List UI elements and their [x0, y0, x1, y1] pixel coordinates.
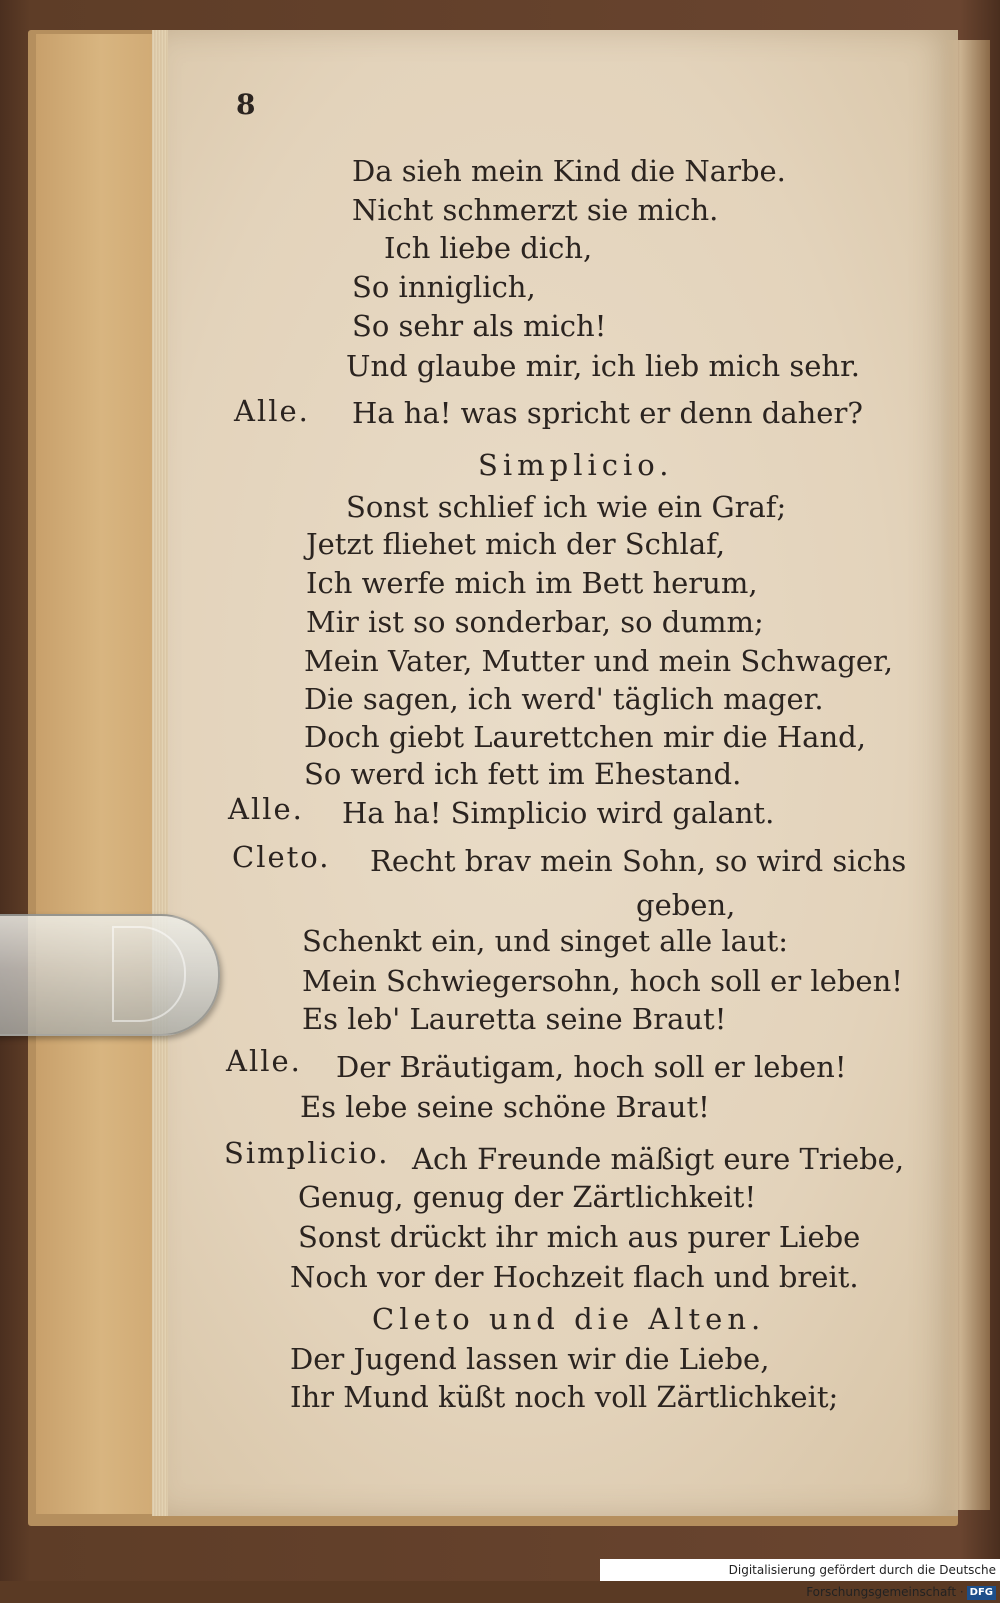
verse-line: Die sagen, ich werd' täglich mager.: [304, 682, 824, 716]
speaker-label: Alle.: [226, 1044, 302, 1078]
speaker-heading: Cleto und die Alten.: [372, 1302, 766, 1336]
verse-line: Recht brav mein Sohn, so wird sichs: [370, 844, 907, 878]
verse-line: Da sieh mein Kind die Narbe.: [352, 154, 786, 188]
speaker-label: Cleto.: [232, 840, 331, 874]
verse-line: Doch giebt Laurettchen mir die Hand,: [304, 720, 866, 754]
speaker-label: Alle.: [228, 792, 304, 826]
verse-line: Und glaube mir, ich lieb mich sehr.: [346, 349, 860, 383]
verse-line: Mein Vater, Mutter und mein Schwager,: [304, 644, 893, 678]
verse-line: Der Bräutigam, hoch soll er leben!: [336, 1050, 847, 1084]
verse-line: Ha ha! Simplicio wird galant.: [342, 796, 775, 830]
verse-line: Noch vor der Hochzeit flach und breit.: [290, 1260, 859, 1294]
page-number: 8: [236, 88, 256, 121]
verse-line: Der Jugend lassen wir die Liebe,: [290, 1342, 770, 1376]
verse-line: Ich liebe dich,: [384, 231, 593, 265]
verse-line: Nicht schmerzt sie mich.: [352, 193, 719, 227]
verse-line: So inniglich,: [352, 270, 536, 304]
glass-page-holder: [0, 914, 220, 1036]
speaker-label: Alle.: [234, 394, 310, 428]
dfg-logo: DFG: [967, 1586, 996, 1600]
verse-line: Sonst schlief ich wie ein Graf;: [346, 490, 787, 524]
verse-line: Mir ist so sonderbar, so dumm;: [306, 605, 764, 639]
verse-line: Sonst drückt ihr mich aus purer Liebe: [298, 1220, 861, 1254]
verse-line: Ach Freunde mäßigt eure Triebe,: [412, 1142, 905, 1176]
verse-line: Es leb' Lauretta seine Braut!: [302, 1002, 727, 1036]
verse-line: So werd ich fett im Ehestand.: [304, 757, 742, 791]
verse-line: Ha ha! was spricht er denn daher?: [352, 396, 863, 430]
footer-credit: Digitalisierung gefördert durch die Deutsche Forschungsgemeinschaft ·: [728, 1563, 996, 1599]
verse-line: Ihr Mund küßt noch voll Zärtlichkeit;: [290, 1380, 839, 1414]
verse-line: Mein Schwiegersohn, hoch soll er leben!: [302, 964, 903, 998]
verse-line: Es lebe seine schöne Braut!: [300, 1090, 710, 1124]
verse-line: So sehr als mich!: [352, 309, 607, 343]
digitization-footer: [600, 1559, 1000, 1599]
verse-line: Genug, genug der Zärtlichkeit!: [298, 1180, 757, 1214]
speaker-label: Simplicio.: [224, 1136, 390, 1170]
verse-line: geben,: [636, 888, 736, 922]
speaker-heading: Simplicio.: [478, 448, 674, 482]
verse-line: Jetzt fliehet mich der Schlaf,: [306, 527, 726, 561]
glass-page-holder-highlight: [112, 926, 186, 1022]
verse-line: Schenkt ein, und singet alle laut:: [302, 924, 789, 958]
verse-line: Ich werfe mich im Bett herum,: [306, 566, 758, 600]
